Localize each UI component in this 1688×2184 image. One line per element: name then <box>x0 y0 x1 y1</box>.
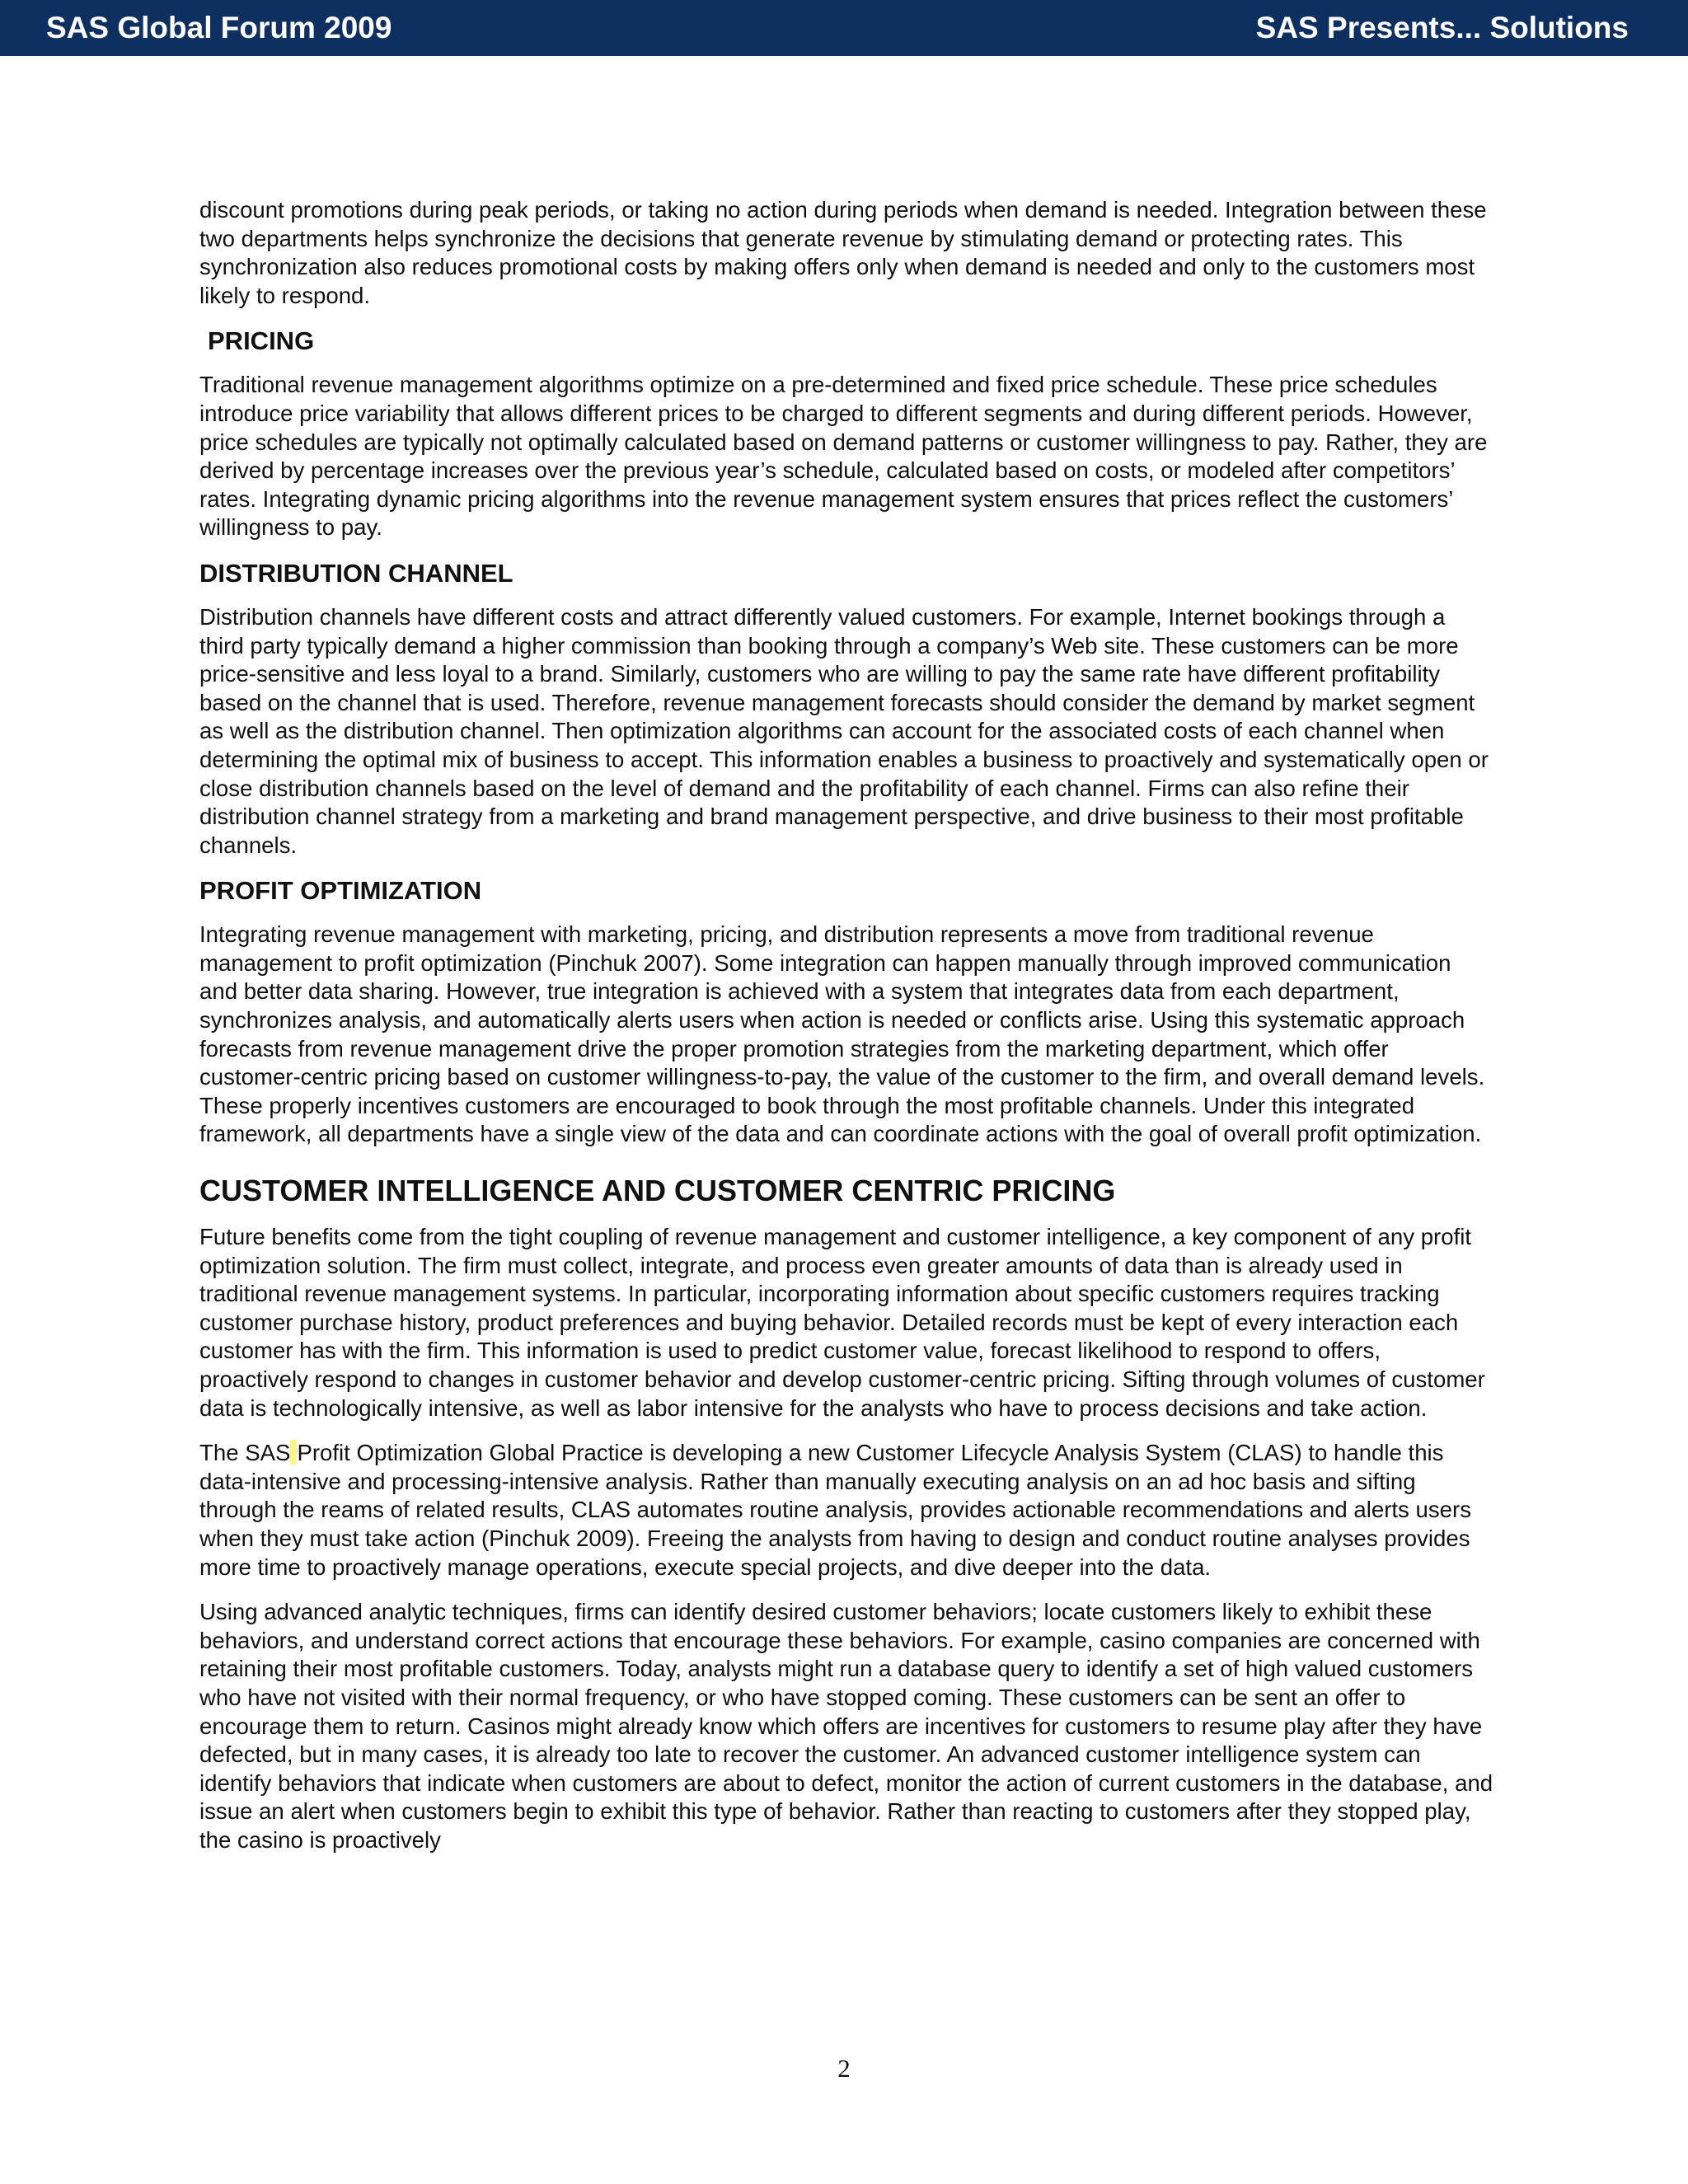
paragraph-customer-intelligence-2 <box>199 1439 1493 1582</box>
section-title: SAS Presents... Solutions <box>1255 11 1629 45</box>
heading-profit-optimization: PROFIT OPTIMIZATION <box>199 876 482 906</box>
conference-title: SAS Global Forum 2009 <box>46 11 392 45</box>
document-body <box>199 196 1493 1872</box>
paragraph-profit-optimization: Integrating revenue management with marketing, pricing, and distribution represents a move from traditional revenue management to profit optimization (Pinchuk 2007). Some integration can happen manually through improved communication and better data sharing. However, true integration is achieved with a system that integrates data from each department, synchronizes analysis, and automatically alerts users when action is needed or conflicts arise. Using this systematic approach forecasts from revenue management drive the proper promotion strategies from the marketing department, which offer customer-centric pricing based on customer willingness-to-pay, the value of the customer to the firm, and overall demand levels. These properly incentives customers are encouraged to book through the most profitable channels. Under this integrated framework, all departments have a single view of the data and can coordinate actions with the goal of overall profit optimization. <box>199 921 1485 1147</box>
paragraph-customer-intelligence-2-rest: Profit Optimization Global Practice is developing a new Customer Lifecycle Analysis System (CLAS) to handle this data-intensive and processing-intensive analysis. Rather than manually executing analysis on an ad hoc basis and sifting through the reams of related results, CLAS automates routine analysis, provides actionable recommendations and alerts users when they must take action (Pinchuk 2009). Freeing the analysts from having to design and conduct routine analyses provides more time to proactively manage operations, execute special projects, and dive deeper into the data. <box>199 1440 1471 1580</box>
paragraph-distribution-channel: Distribution channels have different costs and attract differently valued customers. For example, Internet bookings through a third party typically demand a higher commission than booking through a company’s Web site. These customers can be more price-sensitive and less loyal to a brand. Similarly, customers who are willing to pay the same rate have different profitability based on the channel that is used. Therefore, revenue management forecasts should consider the demand by market segment as well as the distribution channel. Then optimization algorithms can account for the associated costs of each channel when determining the optimal mix of business to accept. This information enables a business to proactively and systematically open or close distribution channels based on the level of demand and the profitability of each channel. Firms can also refine their distribution channel strategy from a marketing and brand management perspective, and drive business to their most profitable channels. <box>199 603 1489 858</box>
paragraph-customer-intelligence-2-start: The SAS <box>199 1440 291 1466</box>
heading-distribution-channel: DISTRIBUTION CHANNEL <box>199 558 513 588</box>
paragraph-intro: discount promotions during peak periods, or taking no action during periods when demand is needed. Integration between these two departments helps synchronize the decisions that generate revenue by stimulating demand or protecting rates. This synchronization also reduces promotional costs by making offers only when demand is needed and only to the customers most likely to respond. <box>199 197 1487 308</box>
header-banner <box>0 0 1688 56</box>
heading-customer-intelligence: CUSTOMER INTELLIGENCE AND CUSTOMER CENTRIC PRICING <box>199 1174 1116 1208</box>
paragraph-pricing: Traditional revenue management algorithms optimize on a pre-determined and fixed price schedule. These price schedules introduce price variability that allows different prices to be charged to different segments and during different periods. However, price schedules are typically not optimally calculated based on demand patterns or customer willingness to pay. Rather, they are derived by percentage increases over the previous year’s schedule, calculated based on costs, or modeled after competitors’ rates. Integrating dynamic pricing algorithms into the revenue management system ensures that prices reflect the customers’ willingness to pay. <box>199 372 1488 541</box>
paragraph-customer-intelligence-3: Using advanced analytic techniques, firms can identify desired customer behaviors; locate customers likely to exhibit these behaviors, and understand correct actions that encourage these behaviors. For example, casino companies are concerned with retaining their most profitable customers. Today, analysts might run a database query to identify a set of high valued customers who have not visited with their normal frequency, or who have stopped coming. These customers can be sent an offer to encourage them to return. Casinos might already know which offers are incentives for customers to resume play after they have defected, but in many cases, it is already too late to recover the customer. An advanced customer intelligence system can identify behaviors that indicate when customers are about to defect, monitor the action of current customers in the database, and issue an alert when customers begin to exhibit this type of behavior. Rather than reacting to customers after they stopped play, the casino is proactively <box>199 1599 1493 1853</box>
paragraph-customer-intelligence-1: Future benefits come from the tight coupling of revenue management and customer intelligence, a key component of any profit optimization solution. The firm must collect, integrate, and process even greater amounts of data than is already used in traditional revenue management systems. In particular, incorporating information about specific customers requires tracking customer purchase history, product preferences and buying behavior. Detailed records must be kept of every interaction each customer has with the firm. This information is used to predict customer value, forecast likelihood to respond to offers, proactively respond to changes in customer behavior and develop customer-centric pricing. Sifting through volumes of customer data is technologically intensive, as well as labor intensive for the analysts who have to process decisions and take action. <box>199 1224 1485 1421</box>
heading-pricing: PRICING <box>208 326 315 356</box>
page-number: 2 <box>837 2054 851 2083</box>
